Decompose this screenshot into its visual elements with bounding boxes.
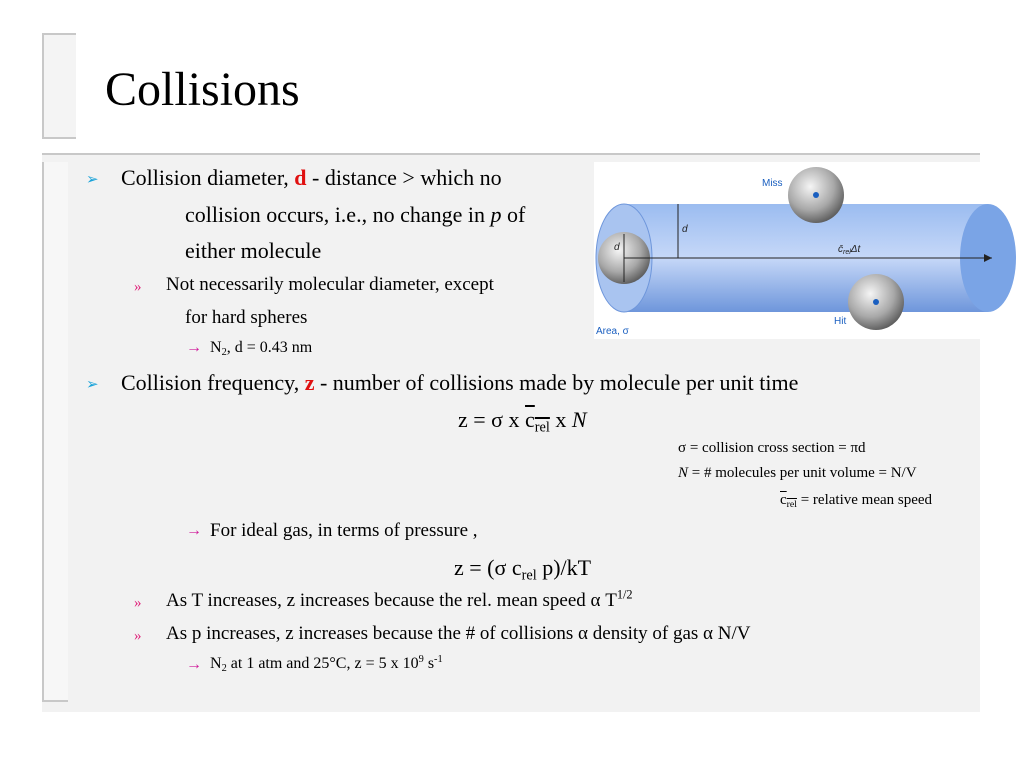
sub-bullet-icon: » <box>134 595 142 611</box>
subscript: rel <box>786 498 797 510</box>
emphasis-z: z <box>304 370 315 395</box>
text: c <box>525 407 535 432</box>
subbullet-temperature <box>166 587 633 612</box>
text: z = σ x <box>458 407 526 432</box>
subbullet-pressure: As p increases, z increases because the # of collisions α density of gas α N/V <box>166 623 751 644</box>
bullet-collision-diameter <box>121 165 502 191</box>
italic-N: N <box>571 407 587 432</box>
subscript: rel <box>521 567 537 584</box>
equation-z-pressure <box>454 555 592 584</box>
n2-diameter-line <box>210 339 312 357</box>
bullet-text: Collision frequency, <box>121 370 305 395</box>
text: N <box>210 655 222 672</box>
collision-cylinder-diagram <box>594 162 1022 339</box>
italic-N: N <box>678 465 689 481</box>
text: As T increases, z increases because the rel. mean speed α T <box>166 590 617 611</box>
text: p)/kT <box>536 555 592 580</box>
arrow-right-icon: → <box>186 522 202 539</box>
c-rel-overlined <box>525 407 550 436</box>
text: at 1 atm and 25°C, z = 5 x 10 <box>226 655 419 672</box>
subscript: 2 <box>221 347 227 359</box>
text: s <box>423 655 435 672</box>
subscript: rel <box>534 419 550 436</box>
sub-bullet-icon: » <box>134 628 142 644</box>
label-d-left: d <box>614 242 620 253</box>
bullet-text: Collision diameter, <box>121 165 295 190</box>
superscript: -1 <box>434 653 443 665</box>
definition-crel <box>780 492 932 509</box>
arrow-right-icon: → <box>186 339 202 356</box>
subbullet-not-molecular-diameter: Not necessarily molecular diameter, except <box>166 274 494 295</box>
text: c̄ <box>838 244 843 255</box>
miss-center-dot <box>813 192 819 198</box>
text: z = (σ c <box>454 555 522 580</box>
text: = relative mean speed <box>796 492 933 508</box>
label-miss: Miss <box>762 178 783 189</box>
superscript: 9 <box>418 653 424 665</box>
hit-center-dot <box>873 299 879 305</box>
title-decoration <box>42 33 76 139</box>
bullet-text: - number of collisions made by molecule per unit time <box>314 370 799 395</box>
label-area: Area, σ <box>596 326 629 337</box>
bullet-text: collision occurs, i.e., no change in <box>185 202 491 227</box>
bullet-collision-diameter-cont1 <box>185 202 525 228</box>
subscript: 2 <box>221 663 227 675</box>
subbullet-hard-spheres: for hard spheres <box>185 307 308 328</box>
text: x <box>549 407 572 432</box>
bullet-collision-frequency <box>121 370 798 396</box>
bullet-collision-diameter-cont2: either molecule <box>185 238 322 263</box>
text: = # molecules per unit volume = N/V <box>688 465 917 481</box>
label-hit: Hit <box>834 316 847 327</box>
text: N <box>210 339 222 356</box>
collision-cylinder-figure <box>594 162 1022 339</box>
text: Δt <box>850 244 861 255</box>
text: , d = 0.43 nm <box>226 339 313 356</box>
equation-z-sigma <box>458 407 587 436</box>
emphasis-d: d <box>294 165 307 190</box>
ideal-gas-line: For ideal gas, in terms of pressure , <box>210 520 478 541</box>
slide-title: Collisions <box>105 63 300 116</box>
bullet-text: of <box>501 202 526 227</box>
n2-frequency-line <box>210 655 443 673</box>
text: c <box>780 492 787 508</box>
bullet-arrow-icon: ➢ <box>86 172 99 188</box>
arrow-right-icon: → <box>186 656 202 673</box>
definition-N <box>678 465 917 482</box>
superscript: 1/2 <box>616 587 633 602</box>
label-d-top: d <box>682 224 688 235</box>
bullet-arrow-icon: ➢ <box>86 377 99 393</box>
definition-sigma: σ = collision cross section = πd <box>678 440 866 456</box>
content-left-decoration <box>42 162 68 702</box>
italic-p: p <box>490 202 502 227</box>
bullet-text: - distance > which no <box>306 165 502 190</box>
subscript: rel <box>843 249 851 256</box>
sub-bullet-icon: » <box>134 279 142 295</box>
c-rel-overlined <box>780 492 797 508</box>
